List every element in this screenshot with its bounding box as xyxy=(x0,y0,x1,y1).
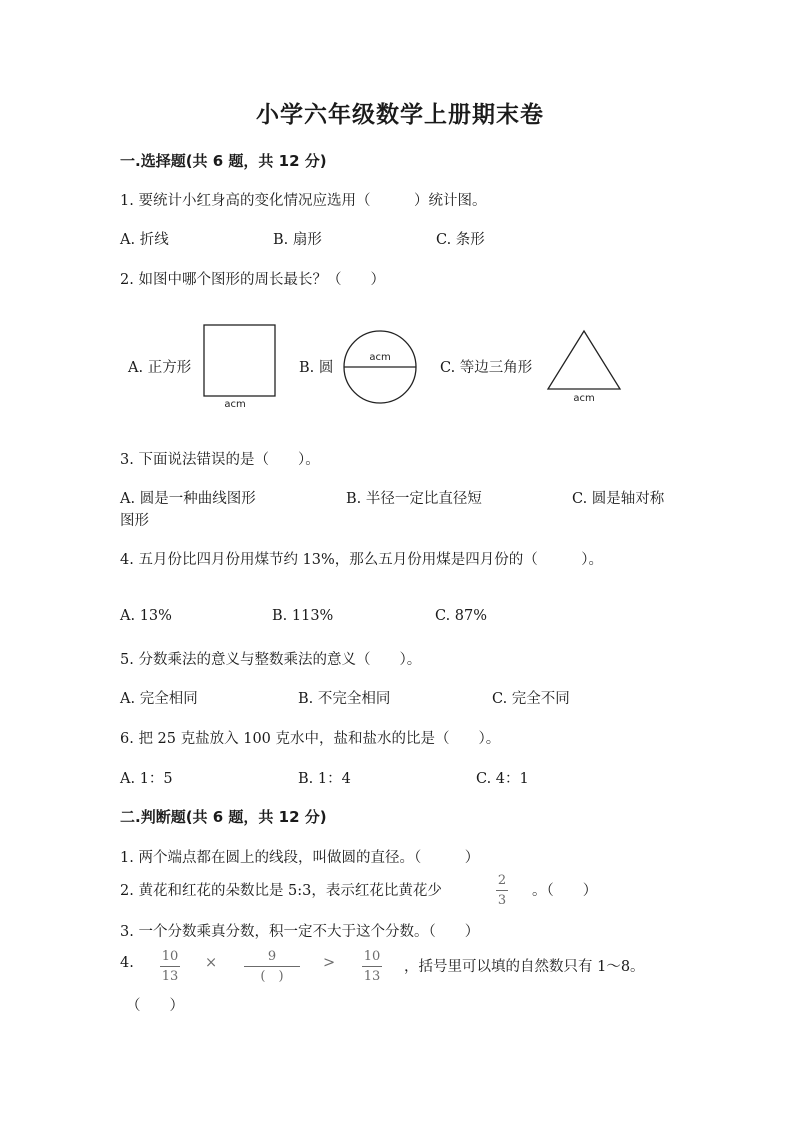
fraction-numerator: 10 xyxy=(363,949,381,964)
q1-5-option-a: A. 完全相同 xyxy=(120,691,198,707)
fraction-ten-thirteenths-2 xyxy=(362,950,382,983)
q1-5-option-c: C. 完全不同 xyxy=(492,691,570,707)
q1-4-option-a: A. 13% xyxy=(120,608,172,624)
fraction-bar xyxy=(244,966,300,967)
q1-4-option-c: C. 87% xyxy=(435,608,488,624)
question-2-1: 1. 两个端点都在圆上的线段，叫做圆的直径。（ ） xyxy=(120,850,480,866)
square-figure xyxy=(190,315,290,415)
q1-6-option-c: C. 4：1 xyxy=(476,771,529,787)
circle-figure xyxy=(338,328,424,408)
fraction-two-thirds xyxy=(496,874,508,907)
q1-3-option-a: A. 圆是一种曲线图形 xyxy=(120,491,256,507)
fraction-denominator: 13 xyxy=(161,969,179,984)
square-side-label: acm xyxy=(224,399,246,410)
question-2-3: 3. 一个分数乘真分数，积一定不大于这个分数。（ ） xyxy=(120,924,480,940)
fraction-denominator: 3 xyxy=(497,893,507,908)
figure-label-a: A. 正方形 xyxy=(128,360,192,376)
q1-3-option-b: B. 半径一定比直径短 xyxy=(346,491,482,507)
figure-label-c: C. 等边三角形 xyxy=(440,360,533,376)
question-2-2-text: 2. 黄花和红花的朵数比是 5:3，表示红花比黄花少 xyxy=(120,883,442,899)
fraction-numerator: 2 xyxy=(497,873,507,888)
q1-1-option-c: C. 条形 xyxy=(436,232,485,248)
page-title: 小学六年级数学上册期末卷 xyxy=(256,102,544,128)
question-2-4-number: 4. xyxy=(120,955,134,971)
times-symbol: × xyxy=(205,955,218,971)
fraction-numerator: 9 xyxy=(267,949,277,964)
question-1-2: 2. 如图中哪个图形的周长最长？（ ） xyxy=(120,272,385,288)
section-2-header: 二.判断题(共 6 题，共 12 分) xyxy=(120,808,327,826)
triangle-side-label: acm xyxy=(573,393,595,404)
fraction-ten-thirteenths-1 xyxy=(160,950,180,983)
triangle-figure xyxy=(540,322,630,412)
triangle-shape xyxy=(548,331,620,389)
square-shape xyxy=(204,325,275,396)
question-1-1: 1. 要统计小红身高的变化情况应选用（ ）统计图。 xyxy=(120,193,487,209)
fraction-denominator: ( ) xyxy=(260,969,284,984)
question-1-3: 3. 下面说法错误的是（ ）。 xyxy=(120,452,320,468)
fraction-numerator: 10 xyxy=(161,949,179,964)
q1-3-option-c: C. 圆是轴对称 xyxy=(572,491,665,507)
question-1-6: 6. 把 25 克盐放入 100 克水中，盐和盐水的比是（ ）。 xyxy=(120,731,501,747)
q1-3-option-c-wrap: 图形 xyxy=(120,513,149,529)
circle-diameter-label: acm xyxy=(369,352,391,363)
q1-5-option-b: B. 不完全相同 xyxy=(298,691,391,707)
q1-1-option-a: A. 折线 xyxy=(120,232,169,248)
question-2-2-blank: 。（ ） xyxy=(532,883,598,899)
fraction-denominator: 13 xyxy=(363,969,381,984)
section-1-header: 一.选择题(共 6 题，共 12 分) xyxy=(120,152,327,170)
q1-4-option-b: B. 113% xyxy=(272,608,334,624)
figure-label-b: B. 圆 xyxy=(299,360,334,376)
fraction-bar xyxy=(496,890,508,891)
question-1-4: 4. 五月份比四月份用煤节约 13%，那么五月份用煤是四月份的（ ）。 xyxy=(120,552,604,568)
question-2-4-answer-blank: （ ） xyxy=(126,998,184,1014)
question-2-4-text: ，括号里可以填的自然数只有 1～8。 xyxy=(404,959,645,975)
fraction-bar xyxy=(160,966,180,967)
fraction-bar xyxy=(362,966,382,967)
q1-1-option-b: B. 扇形 xyxy=(273,232,322,248)
fraction-nine-over-blank xyxy=(244,950,300,983)
q1-6-option-b: B. 1：4 xyxy=(298,771,351,787)
question-1-5: 5. 分数乘法的意义与整数乘法的意义（ ）。 xyxy=(120,652,422,668)
q1-6-option-a: A. 1：5 xyxy=(120,771,173,787)
greater-than-symbol: > xyxy=(323,955,336,971)
